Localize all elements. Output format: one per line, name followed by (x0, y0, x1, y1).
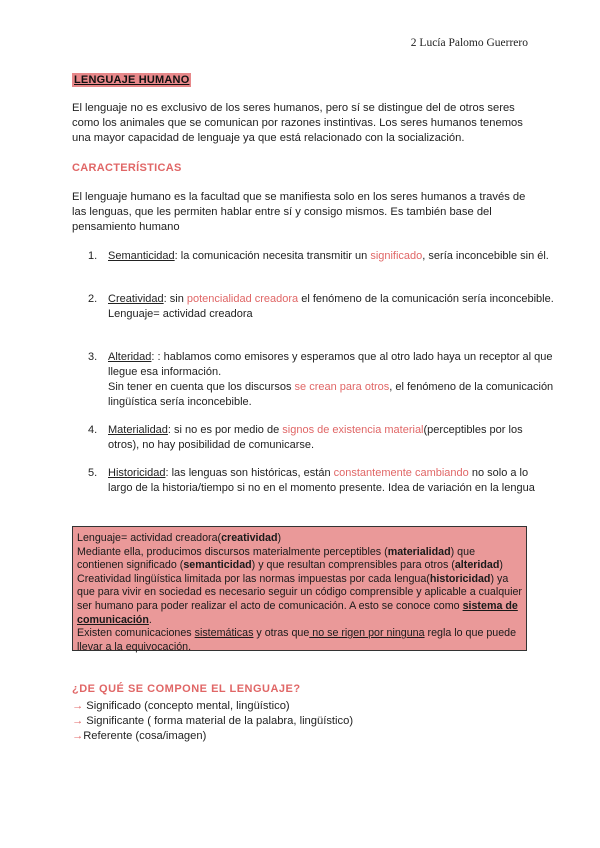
arrow-right-icon: → (72, 700, 84, 712)
item-extra: Sin tener en cuenta que los discursos (108, 381, 295, 393)
section-title-lenguaje-humano: LENGUAJE HUMANO (74, 74, 190, 86)
item-text: (perceptibles por los otros), no hay posibilidad de comunicarse. (108, 424, 523, 451)
box-bold: creatividad (221, 532, 278, 544)
item-extra: Lenguaje= actividad creadora (108, 308, 253, 320)
list-item (88, 350, 554, 410)
item-extra: , el fenómeno de la comunicación lingüística sería inconcebible. (108, 381, 554, 408)
composition-item: Referente (cosa/imagen) (83, 730, 207, 742)
list-item (72, 729, 206, 744)
item-term: Materialidad (108, 424, 168, 436)
box-text: y otras que (253, 627, 310, 640)
item-highlight: se crean para otros (294, 381, 390, 393)
box-bold: sistema de comunicación (77, 599, 518, 626)
box-text: Existen comunicaciones (77, 627, 195, 640)
item-text: : sin (163, 293, 187, 305)
page-header: 2 Lucía Palomo Guerrero (410, 37, 528, 49)
intro-paragraph: El lenguaje no es exclusivo de los seres humanos, pero sí se distingue del de otros seres como los animales que se comunican por razones instintivas. Los seres humanos tenemos una mayor capacidad de lenguaje ya que está relacionado con la socialización. (72, 102, 523, 145)
box-underline: no se rigen por ninguna (309, 627, 425, 640)
box-text: ) (277, 532, 282, 544)
item-text: : si no es por medio de (167, 424, 283, 436)
box-text: ) que contienen significado ( (77, 545, 476, 572)
item-term: Historicidad (108, 467, 166, 479)
list-item (72, 699, 290, 714)
list-item (88, 292, 554, 322)
item-term: Creatividad (108, 293, 164, 305)
section-title-caracteristicas: CARACTERÍSTICAS (72, 162, 182, 174)
composition-item: Significante ( forma material de la palabra, lingüístico) (86, 715, 354, 727)
item-number: 4. (88, 424, 98, 436)
section-title-composicion: ¿DE QUÉ SE COMPONE EL LENGUAJE? (72, 683, 301, 695)
item-text: : : hablamos como emisores y esperamos que al otro lado haya un receptor al que llegue esa información. (108, 351, 553, 378)
box-bold: alteridad (454, 559, 500, 572)
arrow-right-icon: → (72, 730, 84, 742)
item-highlight: potencialidad creadora (186, 293, 299, 305)
box-text: ) (499, 559, 503, 572)
item-highlight: signos de existencia material (282, 424, 424, 436)
box-text: ) y que resultan comprensibles para otros ( (251, 559, 455, 572)
arrow-right-icon: → (72, 715, 84, 727)
item-text: no solo a lo largo de la historia/tiempo si no en el momento presente. Idea de variación en la lengua (108, 467, 535, 494)
box-text: Mediante ella, producimos discursos materialmente perceptibles ( (77, 545, 388, 558)
composition-item: Significado (concepto mental, lingüístico) (86, 700, 290, 712)
box-bold: materialidad (387, 545, 451, 558)
item-term: Alteridad (108, 351, 152, 363)
box-text: regla lo que puede llevar a la equivocación. (77, 627, 517, 653)
item-text: , sería inconcebible sin él. (422, 250, 549, 262)
item-number: 3. (88, 351, 98, 363)
list-item (88, 466, 554, 496)
item-number: 5. (88, 467, 98, 479)
item-highlight: constantemente cambiando (333, 467, 469, 479)
item-number: 2. (88, 293, 98, 305)
box-bold: historicidad (429, 572, 491, 585)
box-text: . (148, 613, 152, 626)
item-highlight: significado (370, 250, 423, 262)
box-text: Creatividad lingüística limitada por las normas impuestas por cada lengua( (77, 572, 430, 585)
box-text: ) ya que para vivir en sociedad es necesario seguir un código comprensible y aplicable a cualquier ser humano para poder realizar el acto de comunicación. A esto se conoce como (77, 572, 522, 612)
summary-box (72, 526, 527, 651)
list-item (88, 423, 554, 453)
item-text: : la comunicación necesita transmitir un (174, 250, 371, 262)
list-item (88, 249, 554, 264)
list-item (72, 714, 353, 729)
item-text: : las lenguas son históricas, están (165, 467, 334, 479)
box-underline: sistemáticas (194, 627, 254, 640)
item-text: el fenómeno de la comunicación sería inconcebible. (298, 293, 554, 305)
box-bold: semanticidad (183, 559, 252, 572)
item-number: 1. (88, 250, 98, 262)
caracteristicas-intro: El lenguaje humano es la facultad que se manifiesta solo en los seres humanos a través de las lenguas, que les permiten hablar entre sí y consigo mismos. Es también base del pensamiento humano (72, 191, 526, 234)
box-text: Lenguaje= actividad creadora( (77, 532, 222, 544)
item-term: Semanticidad (108, 250, 175, 262)
